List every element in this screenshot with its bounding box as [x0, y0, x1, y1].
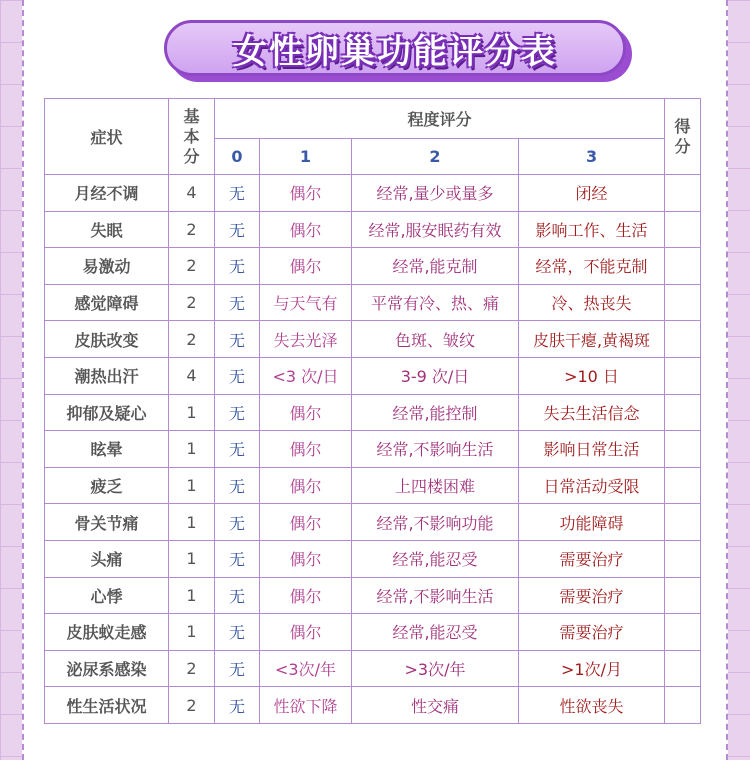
- level-2-cell: 经常,不影响生活: [352, 431, 519, 468]
- level-3-cell: >1次/月: [519, 650, 665, 687]
- level-1-cell: 偶尔: [260, 394, 352, 431]
- level-2-cell: 经常,服安眠药有效: [352, 211, 519, 248]
- score-cell: [665, 504, 701, 541]
- base-score-cell: 1: [169, 431, 215, 468]
- score-cell: [665, 614, 701, 651]
- level-3-cell: 影响工作、生活: [519, 211, 665, 248]
- level-3-cell: 功能障碍: [519, 504, 665, 541]
- table-row: [45, 467, 701, 504]
- level-2-cell: 经常,能克制: [352, 248, 519, 285]
- table-row: [45, 394, 701, 431]
- base-score-cell: 1: [169, 504, 215, 541]
- symptom-cell: 皮肤改变: [45, 321, 169, 358]
- level-3-cell: 冷、热丧失: [519, 284, 665, 321]
- level-0-cell: 无: [215, 248, 260, 285]
- level-2-cell: 3-9 次/日: [352, 357, 519, 394]
- score-cell: [665, 357, 701, 394]
- base-score-cell: 2: [169, 211, 215, 248]
- level-0-cell: 无: [215, 467, 260, 504]
- table-row: [45, 211, 701, 248]
- base-score-cell: 2: [169, 687, 215, 724]
- base-score-cell: 1: [169, 614, 215, 651]
- level-1-cell: 偶尔: [260, 614, 352, 651]
- symptom-cell: 性生活状况: [45, 687, 169, 724]
- score-cell: [665, 687, 701, 724]
- header-level-1: 1: [260, 139, 352, 175]
- symptom-cell: 感觉障碍: [45, 284, 169, 321]
- base-score-cell: 1: [169, 394, 215, 431]
- level-0-cell: 无: [215, 687, 260, 724]
- level-3-cell: 需要治疗: [519, 540, 665, 577]
- symptom-cell: 头痛: [45, 540, 169, 577]
- symptom-cell: 骨关节痛: [45, 504, 169, 541]
- symptom-cell: 抑郁及疑心: [45, 394, 169, 431]
- level-1-cell: <3 次/日: [260, 357, 352, 394]
- table-row: [45, 175, 701, 212]
- base-score-cell: 2: [169, 650, 215, 687]
- level-3-cell: 经常，不能克制: [519, 248, 665, 285]
- page-title: 女性卵巢功能评分表: [233, 31, 557, 72]
- symptom-cell: 心悸: [45, 577, 169, 614]
- level-1-cell: 偶尔: [260, 431, 352, 468]
- level-1-cell: 与天气有: [260, 284, 352, 321]
- level-2-cell: 经常,不影响功能: [352, 504, 519, 541]
- score-cell: [665, 284, 701, 321]
- table-row: [45, 284, 701, 321]
- symptom-cell: 月经不调: [45, 175, 169, 212]
- base-score-cell: 1: [169, 467, 215, 504]
- level-1-cell: 偶尔: [260, 175, 352, 212]
- ovarian-function-score-table: [44, 98, 701, 724]
- level-2-cell: >3次/年: [352, 650, 519, 687]
- level-1-cell: 失去光泽: [260, 321, 352, 358]
- level-3-cell: 性欲丧失: [519, 687, 665, 724]
- base-score-cell: 2: [169, 284, 215, 321]
- header-level-3: 3: [519, 139, 665, 175]
- score-cell: [665, 394, 701, 431]
- level-3-cell: 影响日常生活: [519, 431, 665, 468]
- level-2-cell: 色斑、皱纹: [352, 321, 519, 358]
- level-2-cell: 平常有冷、热、痛: [352, 284, 519, 321]
- table-row: [45, 357, 701, 394]
- symptom-cell: 易激动: [45, 248, 169, 285]
- level-0-cell: 无: [215, 614, 260, 651]
- score-cell: [665, 431, 701, 468]
- level-3-cell: 需要治疗: [519, 614, 665, 651]
- level-0-cell: 无: [215, 211, 260, 248]
- level-3-cell: 皮肤干瘪,黄褐斑: [519, 321, 665, 358]
- score-cell: [665, 650, 701, 687]
- base-score-cell: 1: [169, 577, 215, 614]
- level-1-cell: 偶尔: [260, 467, 352, 504]
- table-row: [45, 650, 701, 687]
- base-score-cell: 2: [169, 248, 215, 285]
- score-cell: [665, 577, 701, 614]
- symptom-cell: 疲乏: [45, 467, 169, 504]
- level-1-cell: 偶尔: [260, 577, 352, 614]
- level-3-cell: 日常活动受限: [519, 467, 665, 504]
- level-2-cell: 经常,能忍受: [352, 540, 519, 577]
- level-1-cell: 性欲下降: [260, 687, 352, 724]
- title-pill: [164, 20, 626, 76]
- symptom-cell: 眩晕: [45, 431, 169, 468]
- level-2-cell: 经常,不影响生活: [352, 577, 519, 614]
- score-cell: [665, 467, 701, 504]
- table-row: [45, 577, 701, 614]
- score-cell: [665, 321, 701, 358]
- level-2-cell: 经常,能控制: [352, 394, 519, 431]
- level-1-cell: <3次/年: [260, 650, 352, 687]
- base-score-cell: 4: [169, 175, 215, 212]
- score-cell: [665, 175, 701, 212]
- header-score: [665, 99, 701, 175]
- header-level-0: 0: [215, 139, 260, 175]
- table-row: [45, 540, 701, 577]
- level-0-cell: 无: [215, 540, 260, 577]
- level-3-cell: 闭经: [519, 175, 665, 212]
- table-row: [45, 431, 701, 468]
- header-base-score: [169, 99, 215, 175]
- level-2-cell: 上四楼困难: [352, 467, 519, 504]
- header-degree-score: 程度评分: [215, 99, 665, 139]
- header-score-text: 得分: [674, 116, 691, 156]
- header-base-score-text: 基本分: [183, 106, 200, 166]
- score-cell: [665, 540, 701, 577]
- table-row: [45, 614, 701, 651]
- level-3-cell: 需要治疗: [519, 577, 665, 614]
- level-0-cell: 无: [215, 431, 260, 468]
- level-0-cell: 无: [215, 321, 260, 358]
- level-3-cell: 失去生活信念: [519, 394, 665, 431]
- table-row: [45, 248, 701, 285]
- level-0-cell: 无: [215, 394, 260, 431]
- header-symptom: 症状: [45, 99, 169, 175]
- score-cell: [665, 248, 701, 285]
- base-score-cell: 4: [169, 357, 215, 394]
- base-score-cell: 2: [169, 321, 215, 358]
- level-1-cell: 偶尔: [260, 211, 352, 248]
- header-level-2: 2: [352, 139, 519, 175]
- symptom-cell: 泌尿系感染: [45, 650, 169, 687]
- level-0-cell: 无: [215, 284, 260, 321]
- level-0-cell: 无: [215, 357, 260, 394]
- level-1-cell: 偶尔: [260, 504, 352, 541]
- level-2-cell: 经常,量少或量多: [352, 175, 519, 212]
- level-0-cell: 无: [215, 175, 260, 212]
- level-0-cell: 无: [215, 577, 260, 614]
- symptom-cell: 皮肤蚁走感: [45, 614, 169, 651]
- base-score-cell: 1: [169, 540, 215, 577]
- level-1-cell: 偶尔: [260, 248, 352, 285]
- level-2-cell: 经常,能忍受: [352, 614, 519, 651]
- table-row: [45, 504, 701, 541]
- table-row: [45, 687, 701, 724]
- level-3-cell: >10 日: [519, 357, 665, 394]
- title-banner: [164, 20, 632, 82]
- score-cell: [665, 211, 701, 248]
- level-1-cell: 偶尔: [260, 540, 352, 577]
- level-0-cell: 无: [215, 504, 260, 541]
- symptom-cell: 潮热出汗: [45, 357, 169, 394]
- level-2-cell: 性交痛: [352, 687, 519, 724]
- symptom-cell: 失眠: [45, 211, 169, 248]
- table-row: [45, 321, 701, 358]
- level-0-cell: 无: [215, 650, 260, 687]
